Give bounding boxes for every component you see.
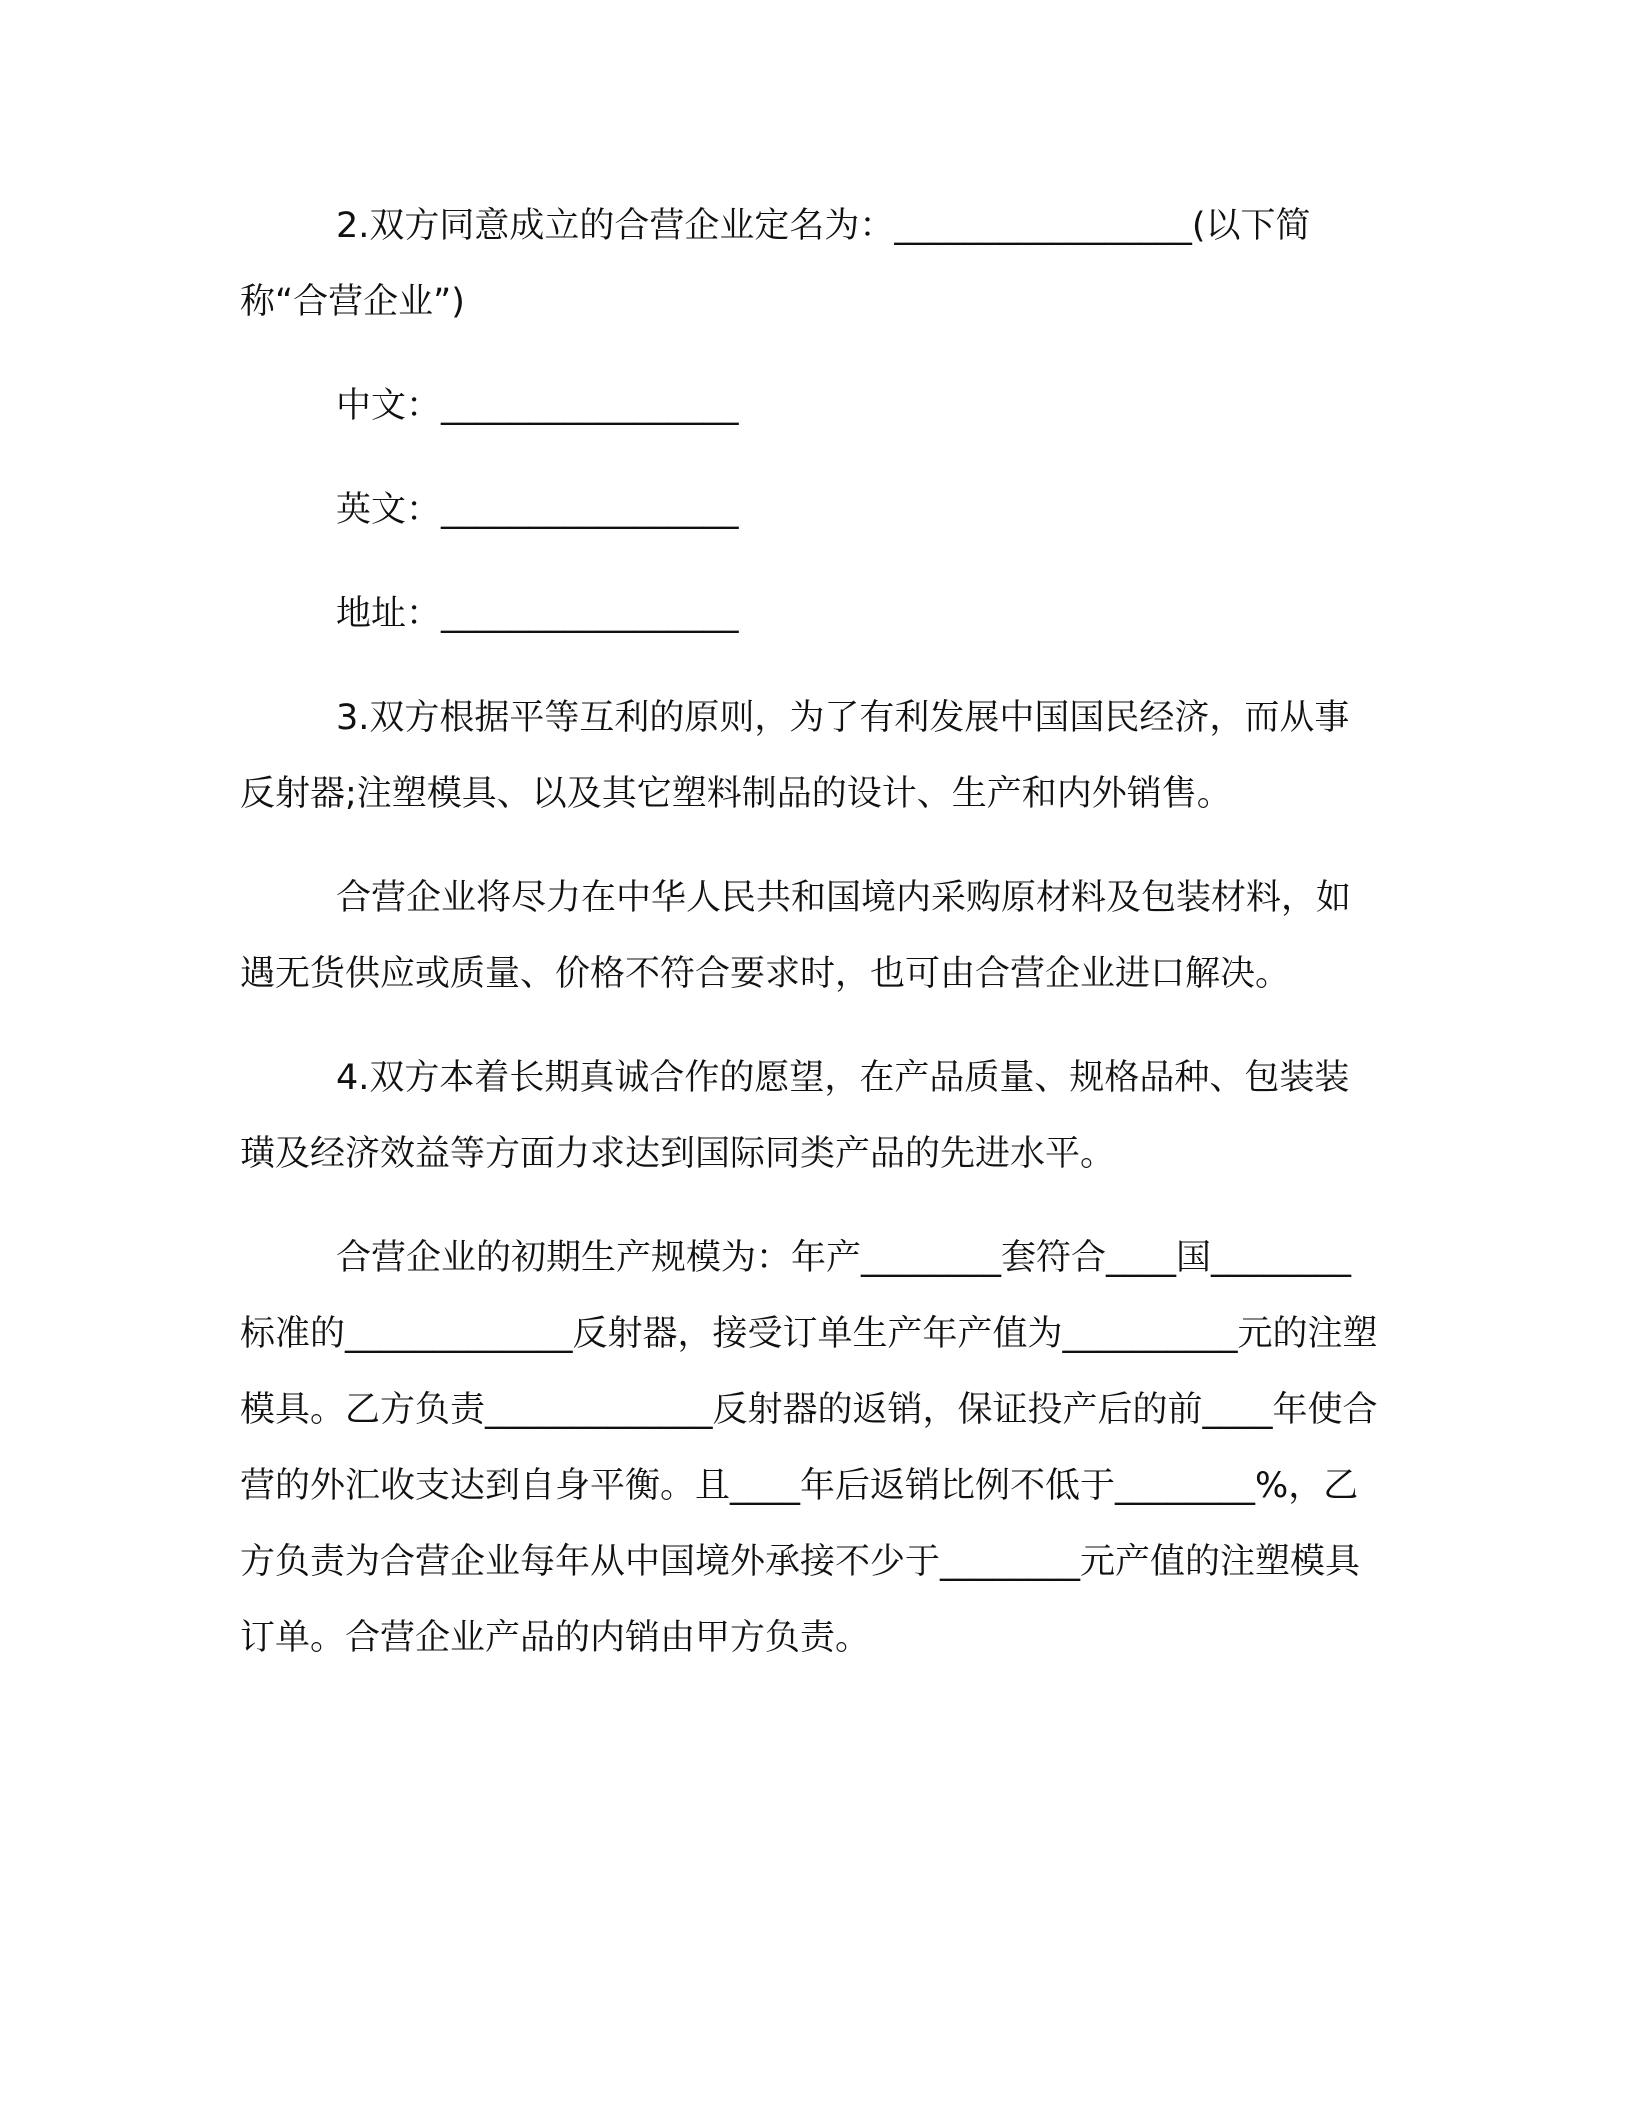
- english-name-field: 英文：_________________: [336, 490, 739, 530]
- clause-3-materials-paragraph: 合营企业将尽力在中华人民共和国境内采购原材料及包装材料，如遇无货供应或质量、价格不符合要求时，也可由合营企业进口解决。: [240, 878, 1352, 994]
- clause-4-paragraph: 4.双方本着长期真诚合作的愿望，在产品质量、规格品种、包装装璜及经济效益等方面力求达到国际同类产品的先进水平。: [240, 1058, 1350, 1174]
- clause-2-paragraph: 2.双方同意成立的合营企业定名为：_________________(以下简称“合营企业”): [240, 206, 1311, 322]
- clause-4-scale-paragraph: 合营企业的初期生产规模为：年产________套符合____国________标准的_____________反射器，接受订单生产年产值为__________元的注塑模具。乙方负责_____________反射器的返销，保证投产后的前____年使合营的外汇收支达到自身平衡。且____年后返销比例不低于________%，乙方负责为合营企业每年从中国境外承接不少于________元产值的注塑模具订单。合营企业产品的内销由甲方负责。: [240, 1238, 1378, 1658]
- address-field: 地址：_________________: [336, 594, 739, 634]
- document-body: [240, 188, 1380, 1704]
- chinese-name-field: 中文：_________________: [336, 386, 739, 426]
- clause-3-paragraph: 3.双方根据平等互利的原则，为了有利发展中国国民经济，而从事反射器;注塑模具、以及其它塑料制品的设计、生产和内外销售。: [240, 698, 1350, 814]
